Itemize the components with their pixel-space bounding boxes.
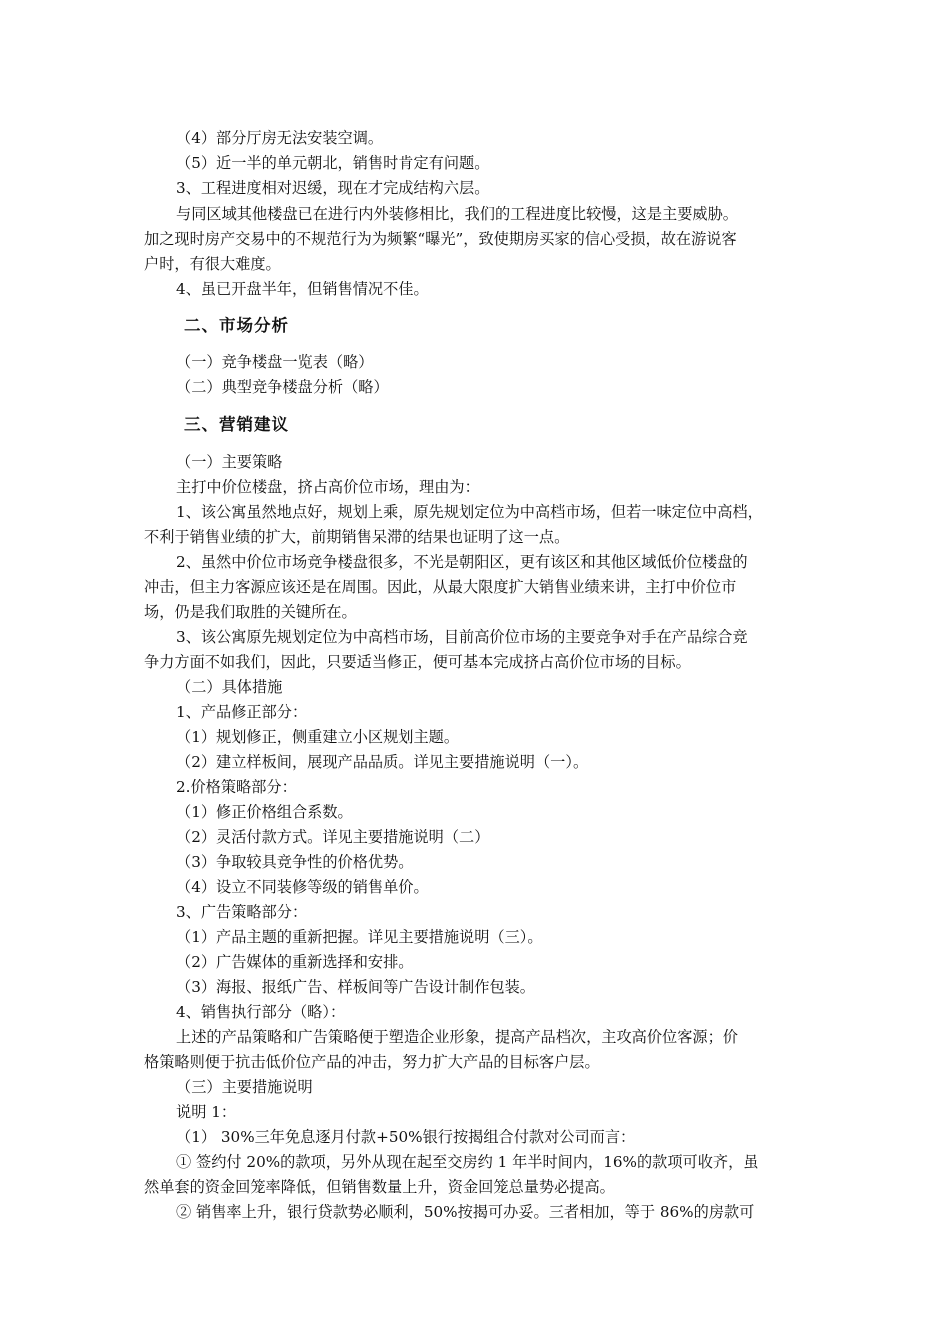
paragraph-line: 与同区域其他楼盘已在进行内外装修相比，我们的工程进度比较慢，这是主要威胁。 (176, 205, 738, 223)
paragraph-line: 然单套的资金回笼率降低，但销售数量上升，资金回笼总量势必提高。 (144, 1178, 615, 1196)
weakness-item-5: （5）近一半的单元朝北，销售时肯定有问题。 (176, 154, 490, 172)
market-item-1: （一）竞争楼盘一览表（略） (176, 353, 374, 371)
list-item: （2）广告媒体的重新选择和安排。 (176, 953, 414, 971)
list-item: （1）修正价格组合系数。 (176, 803, 353, 821)
list-item: （2）灵活付款方式。详见主要措施说明（二） (176, 828, 490, 846)
weakness-point-4: 4、虽已开盘半年，但销售情况不佳。 (176, 280, 429, 298)
section-heading-market: 二、市场分析 (184, 316, 289, 335)
list-item: （1）产品主题的重新把握。详见主要措施说明（三）。 (176, 928, 543, 946)
paragraph-line: 2、虽然中价位市场竞争楼盘很多，不光是朝阳区，更有该区和其他区域低价位楼盘的 (176, 553, 748, 571)
list-item: （1）规划修正，侧重建立小区规划主题。 (176, 728, 460, 746)
sales-title: 4、销售执行部分（略）： (176, 1003, 346, 1021)
subheading-notes: （三）主要措施说明 (176, 1078, 313, 1096)
weakness-point-3: 3、工程进度相对迟缓，现在才完成结构六层。 (176, 179, 490, 197)
paragraph-line: 加之现时房产交易中的不规范行为为频繁“曝光”，致使期房买家的信心受损，故在游说客 (144, 230, 737, 248)
paragraph-line: 不利于销售业绩的扩大，前期销售呆滞的结果也证明了这一点。 (144, 528, 570, 546)
paragraph-line: 1、该公寓虽然地点好，规划上乘，原先规划定位为中高档市场，但若一味定位中高档， (176, 503, 763, 521)
subheading-measures: （二）具体措施 (176, 678, 283, 696)
list-item: （2）建立样板间，展现产品品质。详见主要措施说明（一）。 (176, 753, 589, 771)
weakness-item-4: （4）部分厅房无法安装空调。 (176, 129, 384, 147)
paragraph-line: 冲击，但主力客源应该还是在周围。因此，从最大限度扩大销售业绩来讲，主打中价位市 (144, 578, 737, 596)
paragraph-line: 上述的产品策略和广告策略便于塑造企业形象，提高产品档次，主攻高价位客源；价 (176, 1028, 738, 1046)
paragraph-line: 格策略则便于抗击低价位产品的冲击，努力扩大产品的目标客户层。 (144, 1053, 600, 1071)
product-title: 1、产品修正部分： (176, 703, 308, 721)
paragraph-line: 3、该公寓原先规划定位为中高档市场，目前高价位市场的主要竞争对手在产品综合竞 (176, 628, 748, 646)
list-item: （3）海报、报纸广告、样板间等广告设计制作包装。 (176, 978, 535, 996)
paragraph-line: 争力方面不如我们，因此，只要适当修正，便可基本完成挤占高价位市场的目标。 (144, 653, 691, 671)
ad-title: 3、广告策略部分： (176, 903, 308, 921)
market-item-2: （二）典型竞争楼盘分析（略） (176, 378, 389, 396)
paragraph-line: ① 签约付 20%的款项，另外从现在起至交房约 1 年半时间内，16%的款项可收齐，虽 (176, 1153, 759, 1171)
paragraph-line: 场，仍是我们取胜的关键所在。 (144, 603, 357, 621)
note-1-title: 说明 1： (176, 1103, 237, 1121)
note-1-item: （1） 30%三年免息逐月付款+50%银行按揭组合付款对公司而言： (176, 1128, 636, 1146)
strategy-intro: 主打中价位楼盘，挤占高价位市场，理由为： (176, 478, 480, 496)
list-item: （4）设立不同装修等级的销售单价。 (176, 878, 429, 896)
paragraph-line: 户时，有很大难度。 (144, 255, 281, 273)
section-heading-marketing: 三、营销建议 (184, 415, 289, 434)
paragraph-line: ② 销售率上升，银行贷款势必顺利，50%按揭可办妥。三者相加，等于 86%的房款可 (176, 1203, 755, 1221)
subheading-strategy: （一）主要策略 (176, 453, 283, 471)
price-title: 2.价格策略部分： (176, 778, 297, 796)
list-item: （3）争取较具竞争性的价格优势。 (176, 853, 414, 871)
